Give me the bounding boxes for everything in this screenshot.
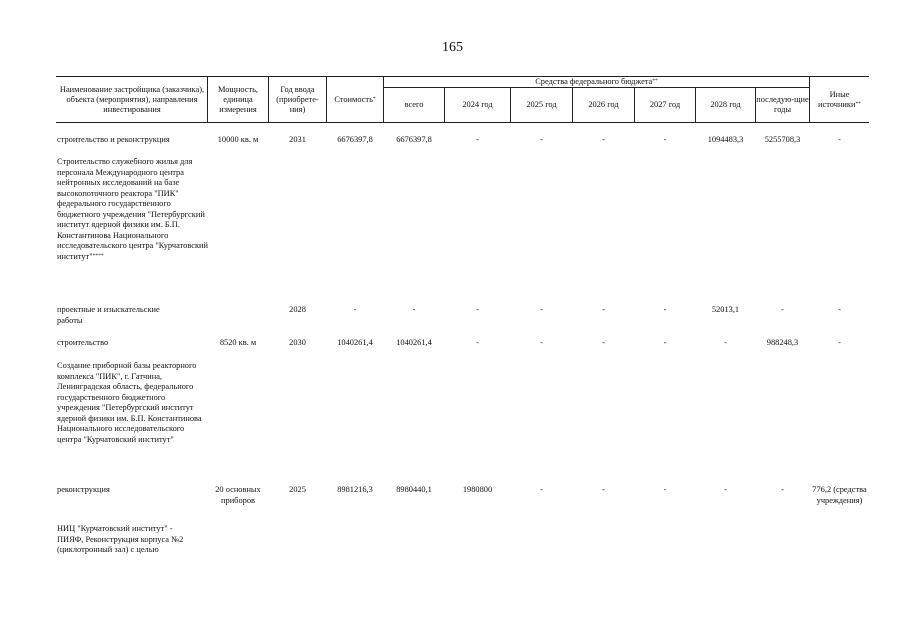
row-total: - <box>412 305 416 314</box>
row-2027: - <box>663 338 667 347</box>
row-total: 6676397,8 <box>396 135 432 144</box>
row-2024: 1980800 <box>462 485 493 494</box>
row-other: 776,2 (средства учреждения) <box>812 485 867 505</box>
row-cost: 1040261,4 <box>337 338 373 347</box>
header-2024: 2024 год <box>462 100 493 109</box>
row-name: реконструкция <box>57 485 110 494</box>
header-name: Наименование застройщика (заказчика), объекта (мероприятия), направления инвестирования <box>59 84 205 114</box>
row-2024: - <box>476 305 479 314</box>
row-2028: 52013,1 <box>711 305 740 314</box>
row-year: 2031 <box>289 135 306 144</box>
row-2026: - <box>602 485 605 494</box>
row-2025: - <box>540 485 543 494</box>
row-2025: - <box>540 338 543 347</box>
project-title: Строительство служебного жилья для персонала Международного центра нейтронных исследований на базе высокопоточного реактора "ПИК" федерального государственного бюджетного учреждения "Петербургский институт ядерной физики им. Б.П. Константинова Национального исследовательского центра "Курчатовский институт"**** <box>57 157 209 261</box>
header-2025: 2025 год <box>526 100 557 109</box>
row-later: - <box>781 305 784 314</box>
header-cost: Стоимость* <box>334 94 376 104</box>
page-number: 165 <box>442 40 463 55</box>
project-title: Создание приборной базы реакторного комплекса "ПИК", г. Гатчина, Ленинградская область, федерального государственного бюджетного учреждения "Петербургский институт ядерной физики им. Б.П. Константинова Национального исследовательского центра "Курчатовский институт" <box>57 361 202 444</box>
project-title: НИЦ "Курчатовский институт" - ПИЯФ, Реконструкция корпуса №2 (циклотронный зал) с целью <box>57 524 184 554</box>
row-year: 2028 <box>289 305 306 314</box>
row-cost: 8981216,3 <box>337 485 373 494</box>
row-later: - <box>781 485 784 494</box>
row-later: 988248,3 <box>766 338 799 347</box>
row-name: строительство и реконструкция <box>57 135 170 144</box>
header-2027: 2027 год <box>649 100 681 109</box>
row-other: - <box>838 338 841 347</box>
header-capacity: Мощность, единица измерения <box>217 84 259 114</box>
row-cost: - <box>353 305 357 314</box>
row-2026: - <box>602 135 605 144</box>
row-capacity: 20 основных приборов <box>215 485 261 505</box>
row-later: 5255708,3 <box>764 135 801 144</box>
row-other: - <box>838 305 841 314</box>
row-2028: 1094483,3 <box>707 135 744 144</box>
row-2028: - <box>724 338 727 347</box>
header-other-sources: Иные источники** <box>818 89 861 109</box>
header-federal-budget: Средства федерального бюджета** <box>535 76 658 86</box>
row-2025: - <box>540 135 543 144</box>
row-year: 2025 <box>289 485 306 494</box>
header-2026: 2026 год <box>588 100 619 109</box>
header-later-years: последую-щие годы <box>756 95 809 114</box>
header-2028: 2028 год <box>710 100 741 109</box>
header-total: всего <box>404 100 424 109</box>
row-2027: - <box>663 485 667 494</box>
header-year: Год ввода (приобрете-ния) <box>276 84 319 114</box>
row-2026: - <box>602 305 605 314</box>
row-year: 2030 <box>289 338 306 347</box>
row-name: проектные и изыскательские работы <box>57 305 160 325</box>
row-name: строительство <box>57 338 109 347</box>
row-2024: - <box>476 338 479 347</box>
row-2027: - <box>663 135 667 144</box>
row-capacity: 10000 кв. м <box>217 135 259 144</box>
header-bottom-border <box>56 122 869 123</box>
row-2027: - <box>663 305 667 314</box>
row-other: - <box>838 135 841 144</box>
row-2024: - <box>476 135 479 144</box>
row-cost: 6676397,8 <box>337 135 373 144</box>
row-2026: - <box>602 338 605 347</box>
row-2025: - <box>540 305 543 314</box>
row-total: 1040261,4 <box>396 338 432 347</box>
row-capacity: 8520 кв. м <box>219 338 257 347</box>
row-total: 8980440,1 <box>396 485 432 494</box>
row-2028: - <box>724 485 727 494</box>
